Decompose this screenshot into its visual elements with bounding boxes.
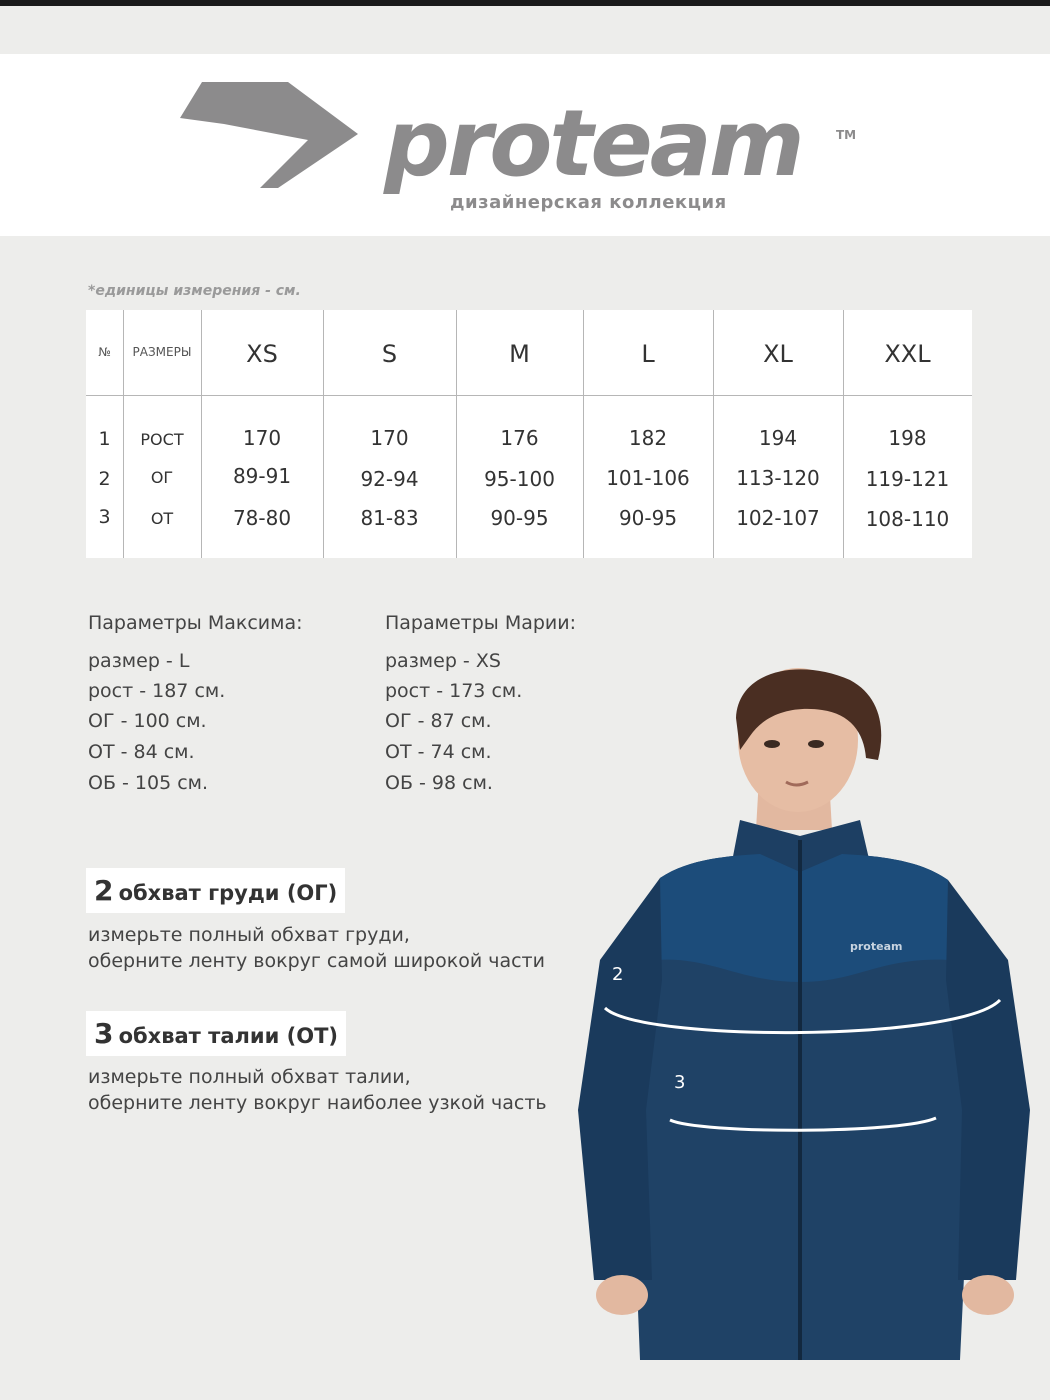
row-num: 3: [98, 506, 111, 528]
waist-desc-line: измерьте полный обхват талии,: [88, 1066, 411, 1088]
brand-wordmark: proteam: [384, 90, 802, 197]
waist-heading: [86, 1011, 346, 1056]
params-maxim-title: Параметры Максима:: [88, 612, 303, 634]
table-cell: 198: [888, 426, 927, 450]
top-border: [0, 0, 1050, 6]
params-maxim-line: ОТ - 84 см.: [88, 741, 195, 763]
row-label: ОТ: [150, 509, 174, 528]
chest-marker: 2: [612, 964, 624, 985]
table-cell: 78-80: [232, 506, 292, 530]
table-cell: 92-94: [360, 467, 419, 491]
params-maria-line: ОБ - 98 см.: [385, 772, 493, 794]
brand-tagline: дизайнерская коллекция: [450, 192, 727, 213]
header-size-xxl: XXL: [884, 340, 931, 368]
row-label: РОСТ: [140, 430, 184, 449]
waist-description: [88, 1064, 547, 1116]
waist-marker: 3: [674, 1072, 686, 1093]
table-cell: 101-106: [606, 466, 690, 490]
table-cell: 182: [628, 426, 668, 450]
header-sizes-label: РАЗМЕРЫ: [132, 345, 192, 359]
header-num: №: [98, 345, 111, 359]
table-cell: 89-91: [232, 464, 292, 488]
chest-desc-line: измерьте полный обхват груди,: [88, 924, 410, 946]
proteam-logo-mark-icon: [180, 78, 362, 188]
model-photo: [560, 640, 1050, 1400]
table-cell: 90-95: [618, 506, 678, 530]
row-label: ОГ: [150, 468, 174, 487]
table-cell: 119-121: [865, 467, 950, 491]
params-maxim-line: размер - L: [88, 650, 190, 672]
header-size-xs: XS: [246, 340, 278, 368]
table-header-divider: [86, 395, 972, 396]
table-cell: 90-95: [490, 506, 549, 530]
chest-num: 2: [94, 874, 114, 907]
table-cell: 113-120: [736, 466, 820, 490]
table-cell: 176: [500, 426, 539, 450]
table-cell: 108-110: [865, 507, 950, 531]
chest-description: [88, 922, 545, 974]
table-cell: 170: [242, 426, 282, 450]
row-num: 1: [98, 428, 111, 450]
table-cell: 81-83: [360, 506, 419, 530]
jacket-logo: proteam: [850, 940, 903, 953]
size-table: [86, 310, 972, 558]
table-cell: 194: [758, 426, 798, 450]
waist-num: 3: [94, 1017, 114, 1050]
header-size-l: L: [641, 340, 655, 368]
chest-desc-line: оберните ленту вокруг самой широкой части: [88, 950, 545, 972]
params-maria-title: Параметры Марии:: [385, 612, 577, 634]
params-maria-line: размер - XS: [385, 650, 501, 672]
header-size-xl: XL: [763, 340, 793, 368]
waist-title: обхват талии (ОТ): [118, 1024, 338, 1048]
units-note: *единицы измерения - см.: [88, 283, 301, 299]
table-cell: 95-100: [484, 467, 555, 491]
params-maxim-line: ОБ - 105 см.: [88, 772, 209, 794]
header-size-m: M: [509, 340, 530, 368]
waist-desc-line: оберните ленту вокруг наиболее узкой часть: [88, 1092, 547, 1114]
table-cell: 102-107: [736, 506, 820, 530]
header-size-s: S: [381, 340, 398, 368]
chest-heading: [86, 868, 345, 913]
table-cell: 170: [370, 426, 409, 450]
params-maria-line: ОТ - 74 см.: [385, 741, 492, 763]
row-num: 2: [98, 468, 111, 490]
params-maria-line: рост - 173 см.: [385, 680, 523, 702]
trademark-mark: TM: [836, 128, 857, 142]
params-maxim-line: рост - 187 см.: [88, 680, 226, 702]
chest-title: обхват груди (ОГ): [118, 881, 338, 905]
params-maria-line: ОГ - 87 см.: [385, 710, 492, 732]
params-maxim-line: ОГ - 100 см.: [88, 710, 207, 732]
